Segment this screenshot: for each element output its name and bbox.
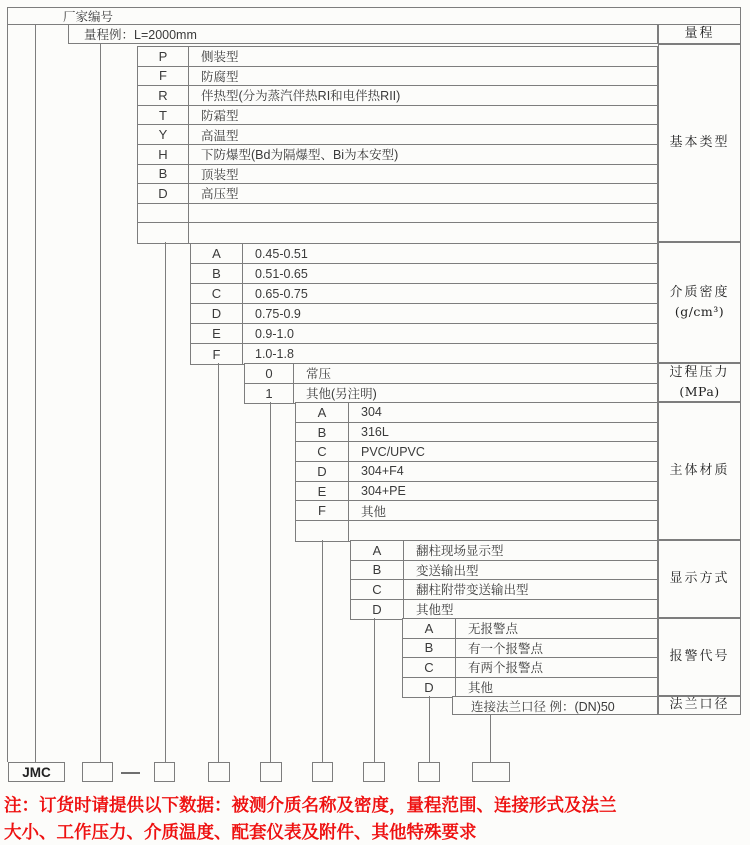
connector-line-range [100, 44, 101, 762]
row-code: A [351, 541, 404, 560]
code-box-pressure [260, 762, 282, 782]
table-row [403, 639, 657, 659]
connector-line-alarm [429, 696, 430, 762]
row-code: B [191, 264, 243, 283]
row-code: B [296, 423, 349, 442]
table-row-empty [138, 223, 657, 243]
row-code: 1 [245, 384, 294, 404]
row-code: E [296, 482, 349, 501]
row-code: C [296, 442, 349, 461]
table-row [245, 384, 657, 404]
model-prefix-text: JMC [22, 764, 51, 780]
row-desc: 顶装型 [201, 167, 239, 182]
row-desc: 常压 [306, 367, 332, 382]
row-desc: 304 [361, 405, 382, 420]
row-desc: 304+PE [361, 484, 406, 499]
range-label-text: 量程 [684, 25, 715, 41]
display-mode-label-text: 显示方式 [669, 570, 730, 586]
pressure-table [244, 363, 658, 404]
table-row [191, 284, 657, 304]
row-code: A [191, 244, 243, 263]
table-row [138, 86, 657, 106]
material-label-text: 主体材质 [669, 462, 730, 478]
table-row-empty [138, 204, 657, 224]
table-row [296, 501, 657, 521]
order-note-line2: 大小、工作压力、介质温度、配套仪表及附件、其他特殊要求 [4, 822, 477, 842]
row-desc: PVC/UPVC [361, 444, 425, 459]
density-section-label [658, 242, 741, 363]
alarm-table [402, 618, 658, 698]
table-row-empty [296, 521, 657, 541]
table-row [403, 678, 657, 698]
basic-type-section-label [658, 44, 741, 242]
row-code [138, 223, 189, 243]
row-code: C [191, 284, 243, 303]
code-box-range [82, 762, 113, 782]
row-code: P [138, 47, 189, 66]
row-desc: 翻柱现场显示型 [416, 544, 504, 559]
display-mode-section-label [658, 540, 741, 618]
row-desc: 其他 [468, 681, 494, 696]
dash-separator [121, 772, 140, 774]
code-box-density [208, 762, 230, 782]
basic-type-label-text: 基本类型 [669, 134, 730, 150]
row-code [138, 204, 189, 223]
table-row [351, 580, 657, 600]
row-desc: 其他(另注明) [306, 387, 377, 402]
table-row [191, 304, 657, 324]
row-desc: 高压型 [201, 187, 239, 202]
row-desc: 无报警点 [468, 622, 519, 637]
row-desc: 其他 [361, 504, 387, 519]
table-row [138, 125, 657, 145]
connector-line-density [218, 363, 219, 762]
alarm-section-label [658, 618, 741, 696]
flange-text: 连接法兰口径 例：(DN)50 [471, 699, 615, 714]
connector-line-display [374, 618, 375, 762]
row-desc: 防腐型 [201, 69, 239, 84]
table-row [138, 145, 657, 165]
pressure-unit-text: (MPa) [679, 383, 720, 399]
row-desc [349, 521, 657, 541]
table-row [191, 244, 657, 264]
alarm-label-text: 报警代号 [669, 648, 730, 664]
row-code: B [403, 639, 456, 658]
row-code: D [351, 600, 404, 620]
material-table [295, 402, 658, 542]
table-row [138, 47, 657, 67]
table-row [138, 67, 657, 87]
row-code: D [403, 678, 456, 698]
connector-line-factory [35, 24, 36, 762]
code-box-flange [472, 762, 510, 782]
factory-number-row [7, 7, 741, 25]
row-desc: 防霜型 [201, 109, 239, 124]
pressure-section-label [658, 363, 741, 402]
display-mode-table [350, 540, 658, 620]
row-code: B [138, 165, 189, 184]
code-box-display [363, 762, 385, 782]
row-code: Y [138, 125, 189, 144]
flange-label-text: 法兰口径 [669, 697, 730, 713]
table-row [138, 165, 657, 185]
table-row [138, 106, 657, 126]
row-desc: 0.51-0.65 [255, 266, 308, 281]
row-desc: 翻柱附带变送输出型 [416, 583, 529, 598]
code-box-material [312, 762, 333, 782]
table-row [191, 324, 657, 344]
table-row [191, 264, 657, 284]
table-row [191, 344, 657, 364]
row-desc: 侧装型 [201, 50, 239, 65]
row-code: H [138, 145, 189, 164]
density-table [190, 243, 658, 365]
basic-type-table [137, 46, 658, 244]
range-example-text: 量程例：L=2000mm [84, 28, 197, 42]
row-desc [189, 223, 657, 243]
table-row [138, 184, 657, 204]
row-code: D [296, 462, 349, 481]
range-section-label [658, 24, 741, 44]
row-desc: 0.9-1.0 [255, 326, 294, 341]
row-code: F [296, 501, 349, 520]
row-desc: 有两个报警点 [468, 661, 544, 676]
model-prefix-box [8, 762, 65, 782]
flange-section-label [658, 696, 741, 715]
row-code: C [403, 658, 456, 677]
row-code: D [191, 304, 243, 323]
code-box-alarm [418, 762, 440, 782]
row-desc: 变送输出型 [416, 563, 479, 578]
table-row [403, 619, 657, 639]
connector-line-flange [490, 715, 491, 762]
row-desc: 下防爆型(Bd为隔爆型、Bi为本安型) [201, 148, 399, 163]
row-code: F [138, 67, 189, 86]
table-row [351, 600, 657, 620]
row-code: A [403, 619, 456, 638]
pressure-label-text: 过程压力 [669, 365, 730, 381]
row-desc: 高温型 [201, 128, 239, 143]
table-row [296, 442, 657, 462]
table-row [351, 561, 657, 581]
row-desc: 有一个报警点 [468, 641, 544, 656]
density-unit-text: (g/cm³) [674, 303, 725, 319]
factory-number-label: 厂家编号 [63, 10, 114, 24]
row-desc: 0.65-0.75 [255, 286, 308, 301]
table-row [403, 658, 657, 678]
row-desc [189, 204, 657, 223]
connector-line-left-edge [7, 24, 8, 762]
connector-line-basic-type [165, 242, 166, 762]
range-example-row [68, 24, 658, 44]
row-code [296, 521, 349, 541]
order-note-line1: 注：订货时请提供以下数据：被测介质名称及密度，量程范围、连接形式及法兰 [4, 795, 617, 815]
row-code: B [351, 561, 404, 580]
row-desc: 0.45-0.51 [255, 246, 308, 261]
table-row [296, 403, 657, 423]
row-code: C [351, 580, 404, 599]
row-code: T [138, 106, 189, 125]
row-code: A [296, 403, 349, 422]
row-code: F [191, 344, 243, 364]
row-desc: 304+F4 [361, 464, 404, 479]
density-label-text: 介质密度 [669, 285, 730, 301]
row-code: E [191, 324, 243, 343]
connector-line-pressure [270, 402, 271, 762]
material-section-label [658, 402, 741, 540]
row-desc: 伴热型(分为蒸汽伴热RI和电伴热RII) [201, 89, 401, 104]
table-row [296, 423, 657, 443]
row-desc: 316L [361, 425, 389, 440]
table-row [296, 462, 657, 482]
table-row [245, 364, 657, 384]
row-desc: 0.75-0.9 [255, 306, 301, 321]
row-desc: 其他型 [416, 603, 454, 618]
table-row [351, 541, 657, 561]
connector-line-material [322, 540, 323, 762]
flange-row [452, 696, 658, 715]
row-code: R [138, 86, 189, 105]
row-desc: 1.0-1.8 [255, 347, 294, 361]
table-row [296, 482, 657, 502]
row-code: 0 [245, 364, 294, 383]
row-code: D [138, 184, 189, 203]
code-box-basic-type [154, 762, 175, 782]
